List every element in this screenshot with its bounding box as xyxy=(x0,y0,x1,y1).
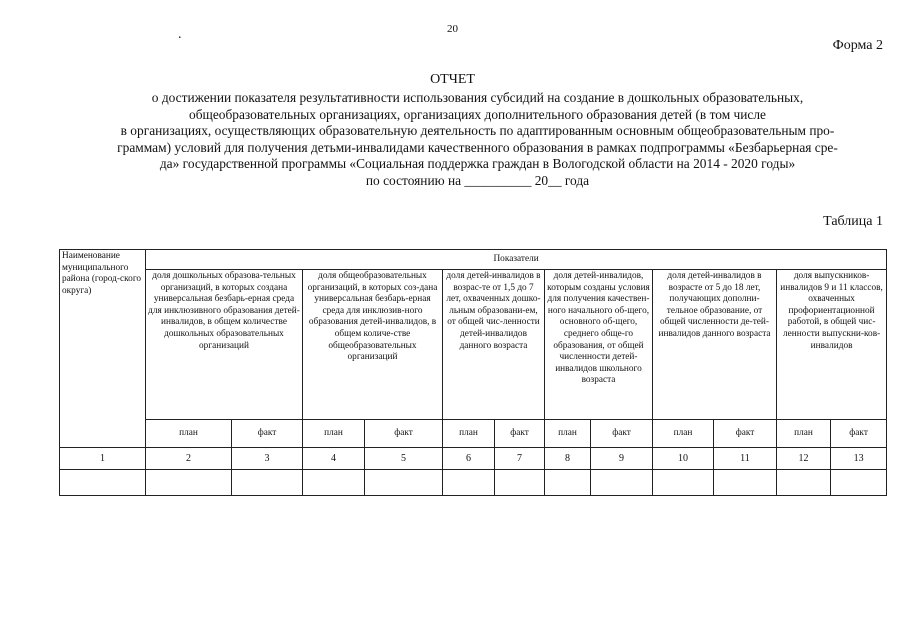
empty-cell xyxy=(714,470,777,496)
column-header-indicators: Показатели xyxy=(146,250,887,270)
column-number: 5 xyxy=(365,448,443,470)
report-line: да» государственной программы «Социальная поддержка граждан в Вологодской области на 2014 - 2020 годы» xyxy=(159,156,796,171)
column-number: 12 xyxy=(777,448,831,470)
report-title: ОТЧЕТ xyxy=(430,72,475,87)
plan-header: план xyxy=(777,420,831,448)
empty-cell xyxy=(591,470,653,496)
column-number: 8 xyxy=(545,448,591,470)
form-label: Форма 2 xyxy=(832,38,883,53)
empty-cell xyxy=(495,470,545,496)
report-line: о достижении показателя результативности использования субсидий на создание в дошкольных образовательных, xyxy=(151,90,804,105)
report-line: граммам) условий для получения детьми-инвалидами качественного образования в рамках подпрограммы «Безбарьерная сре- xyxy=(117,139,838,155)
column-number: 3 xyxy=(232,448,303,470)
fact-header: факт xyxy=(495,420,545,448)
plan-header: план xyxy=(545,420,591,448)
indicator-header-additional-education: доля детей-инвалидов в возрасте от 5 до 18 лет, получающих дополни-тельное образование, от общей численности де-тей-инвалидов данного возраста xyxy=(653,270,777,420)
column-number: 6 xyxy=(443,448,495,470)
column-number: 4 xyxy=(303,448,365,470)
empty-cell xyxy=(60,470,146,496)
plan-header: план xyxy=(303,420,365,448)
empty-cell xyxy=(365,470,443,496)
empty-cell xyxy=(777,470,831,496)
column-number: 2 xyxy=(146,448,232,470)
page-number: 20 xyxy=(447,23,458,35)
empty-cell xyxy=(653,470,714,496)
plan-header: план xyxy=(443,420,495,448)
fact-header: факт xyxy=(714,420,777,448)
fact-header: факт xyxy=(232,420,303,448)
report-description xyxy=(60,90,895,189)
plan-header: план xyxy=(653,420,714,448)
indicator-header-general-education: доля общеобразовательных организаций, в которых соз-дана универсальная безбарь-ерная среда для инклюзив-ного образования детей-инвалидов, в общем количе-стве общеобразовательных организаций xyxy=(303,270,443,420)
column-number: 10 xyxy=(653,448,714,470)
empty-cell xyxy=(545,470,591,496)
report-line: общеобразовательных организациях, организациях дополнительного образования детей (в том числе xyxy=(189,106,766,122)
column-number: 9 xyxy=(591,448,653,470)
fact-header: факт xyxy=(591,420,653,448)
report-line: в организациях, осуществляющих образовательную деятельность по адаптированным основным общеобразовательным про- xyxy=(120,123,835,138)
column-number: 1 xyxy=(60,448,146,470)
stray-mark: . xyxy=(178,27,182,42)
indicator-header-school-education: доля детей-инвалидов, которым созданы условия для получения качествен-ного начального об-щего, основного об-щего, среднего обще-го образования, от общей численности детей-инвалидов школьного возраста xyxy=(545,270,653,420)
empty-cell xyxy=(443,470,495,496)
column-number: 13 xyxy=(831,448,887,470)
fact-header: факт xyxy=(831,420,887,448)
column-number: 11 xyxy=(714,448,777,470)
column-header-municipality: Наименование муниципального района (город-ского округа) xyxy=(60,250,146,448)
empty-cell xyxy=(232,470,303,496)
report-date-line: по состоянию на __________ 20__ года xyxy=(365,172,590,188)
report-table xyxy=(59,249,887,496)
indicator-header-career-guidance: доля выпускников-инвалидов 9 и 11 классов, охваченных профориентационной работой, в общей чис-ленности выпускни-ков-инвалидов xyxy=(777,270,887,420)
empty-cell xyxy=(146,470,232,496)
fact-header: факт xyxy=(365,420,443,448)
table-label: Таблица 1 xyxy=(823,214,883,229)
indicator-header-preschool-children: доля детей-инвалидов в возрас-те от 1,5 до 7 лет, охваченных дошко-льным образовани-ем, от общей чис-ленности детей-инвалидов данного возраста xyxy=(443,270,545,420)
indicator-header-preschool: доля дошкольных образова-тельных организаций, в которых создана универсальная безбарь-ерная среда для инклюзивного образования детей-инвалидов, в общем количестве дошкольных образовательных организаций xyxy=(146,270,303,420)
column-number: 7 xyxy=(495,448,545,470)
empty-cell xyxy=(303,470,365,496)
empty-cell xyxy=(831,470,887,496)
table-row xyxy=(60,470,887,496)
plan-header: план xyxy=(146,420,232,448)
